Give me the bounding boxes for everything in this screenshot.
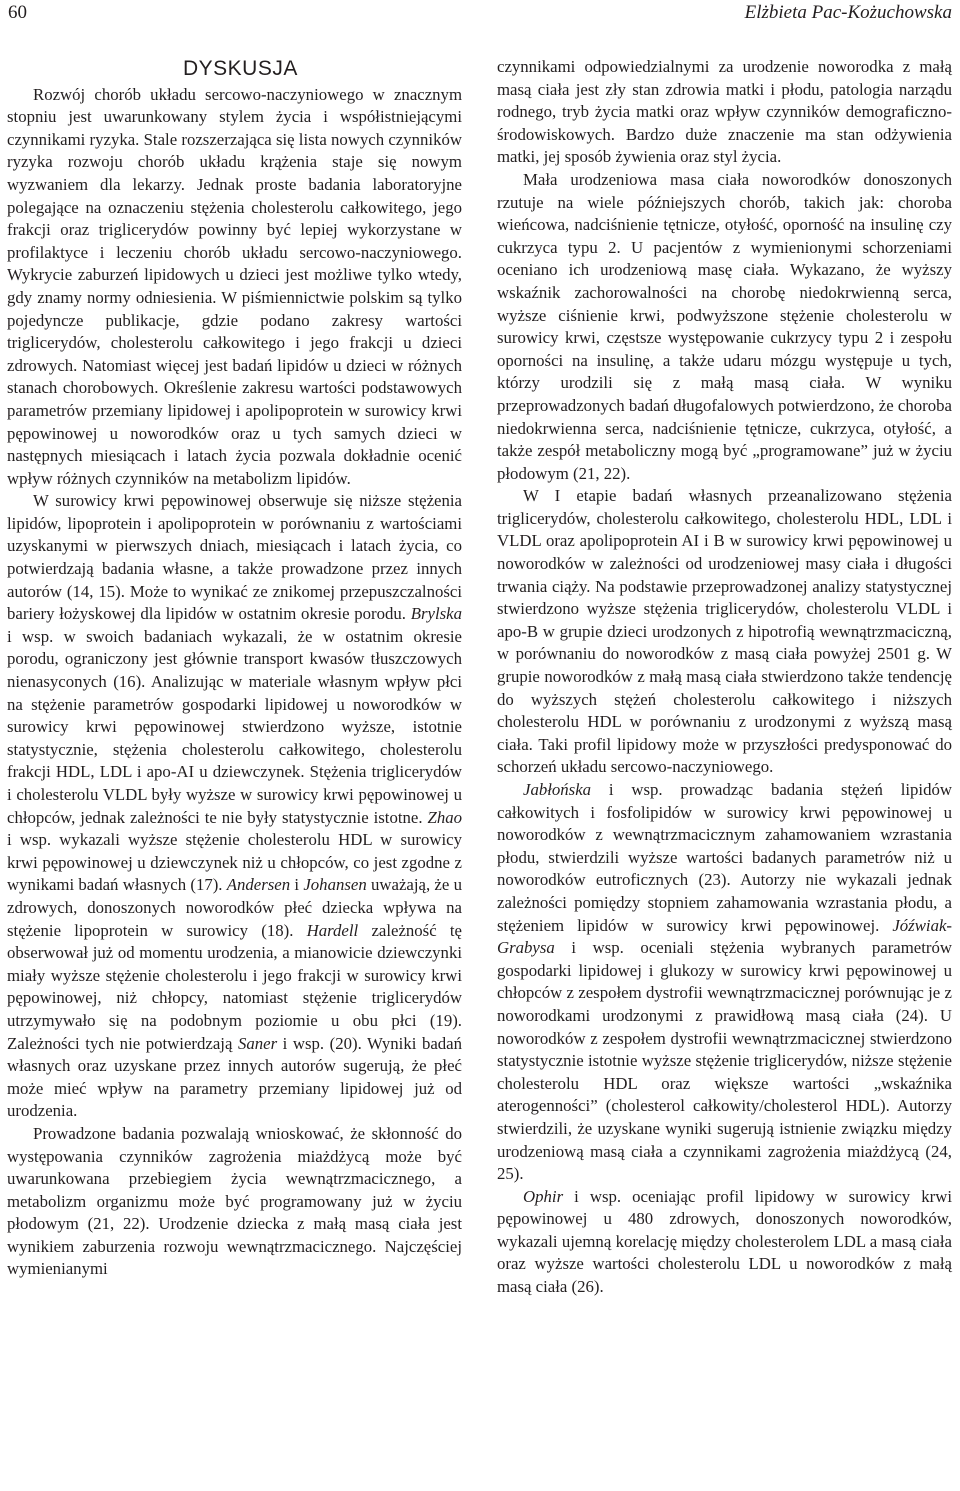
- paragraph: [497, 779, 952, 1186]
- author-citation: Hardell: [306, 920, 359, 940]
- left-column: [7, 58, 462, 1281]
- text-run: i wsp. (20). Wyniki badań własnych oraz uzyskane przez innych autorów sugerują, że płeć może mieć wpływ na parametry przemiany lipidowej już od urodzenia.: [7, 1033, 463, 1121]
- text-run: zależność tę obserwował już od momentu urodzenia, a mianowicie dziewczynki miały wyższe stężenie cholesterolu i jego frakcji w surowicy krwi pępowinowej, niż chłopcy, natomiast stężenie triglicerydów utrzymywało się na podobnym poziomie u obu płci (19). Zależności tych nie potwierdzają: [7, 920, 463, 1053]
- text-run: i wsp. w swoich badaniach wykazali, że w ostatnim okresie porodu, ograniczony jest głównie transport kwasów tłuszczowych nienasyconych (16). Analizując w materiale własnym wpływ płci na stężenie parametrów gospodarki lipidowej u noworodków w surowicy krwi pępowinowej stwierdzono wyższe, istotnie statystycznie, stężenia cholesterolu całkowitego, cholesterolu frakcji HDL, LDL i apo-AI u dziewczynek. Stężenia triglicerydów i cholesterolu VLDL były wyższe w surowicy krwi pępowinowej u chłopców, jednak zależności te nie były statystycznie istotne.: [7, 626, 462, 827]
- paragraph: czynnikami odpowiedzialnymi za urodzenie noworodka z małą masą ciała jest zły stan zdrowia matki i płodu, patologia narządu rodnego, tryb życia matki oraz wpływ czynników demograficzno-środowiskowych. Bardzo duże znaczenie ma stan odżywienia matki, jej sposób żywienia oraz styl życia.: [497, 57, 952, 167]
- author-citation: Zhao: [427, 807, 462, 827]
- author-citation: Johansen: [303, 875, 367, 895]
- text-run: i wsp. oceniali stężenia wybranych parametrów gospodarki lipidowej i glukozy w surowicy krwi pępowinowej u chłopców z zespołem dystrofii wewnątrzmacicznej porównując je z noworodkami urodzonymi z prawidłową masą ciała (24). U noworodków z zespołem dystrofii wewnątrzmacicznej stwierdzono statystycznie istotnie wyższe stężenie triglicerydów, niższe stężenie cholesterolu HDL oraz większe wartości „wskaźnika aterogenności” (cholesterol całkowity/cholesterol HDL). Autorzy stwierdzili, że uzyskane wyniki sugerują istnienie związku między urodzeniową masą ciała a czynnikami zagrożenia miażdżycą (24, 25).: [497, 938, 952, 1184]
- paragraph: Rozwój chorób układu sercowo-naczyniowego w znacznym stopniu jest uwarunkowany stylem życia i współistniejącymi czynnikami ryzyka. Stale rozszerzająca się lista nowych czynników ryzyka rozwoju chorób układu krążenia staje się nowym wyzwaniem dla lekarzy. Jednak proste badania laboratoryjne polegające na oznaczeniu stężenia cholesterolu całkowitego, jego frakcji oraz triglicerydów powinny być lepiej wykorzystane w profilaktyce i leczeniu chorób układu sercowo-naczyniowego. Wykrycie zaburzeń lipidowych u dzieci jest możliwe tylko wtedy, gdy znamy normy odniesienia. W piśmiennictwie polskim są tylko pojedyncze publikacje, gdzie podano zakresy wartości triglicerydów, cholesterolu całkowitego i jego frakcji u dzieci zdrowych. Natomiast więcej jest badań lipidów u dzieci w różnych stanach chorobowych. Określenie zakresu wartości podstawowych parametrów przemiany lipidowej i apolipoprotein w surowicy krwi pępowinowej u noworodków oraz u tych samych dzieci w następnych miesiącach i latach życia pozwala dokładnie ocenić wpływ różnych czynników na metabolizm lipidów.: [7, 84, 462, 488]
- running-header-author: Elżbieta Pac-Kożuchowska: [744, 2, 952, 23]
- text-run: i wsp. prowadząc badania stężeń lipidów całkowitych i fosfolipidów w surowicy krwi pępowinowej u noworodków z wewnątrzmacicznym zahamowaniem wzrastania płodu, stwierdzili wyższe wartości badanych parametrów niż u noworodków eutroficznych (23). Autorzy nie wykazali jednak zależności pomiędzy stopniem zahamowania wzrastania płodu, a stężeniem lipidów w surowicy krwi pępowinowej.: [497, 780, 952, 935]
- section-title: DYSKUSJA: [183, 57, 298, 80]
- author-citation: Jabłońska: [523, 780, 592, 799]
- right-column: [497, 56, 952, 1299]
- paragraph: [497, 1186, 952, 1299]
- paragraph: [7, 490, 462, 1123]
- paragraph: W I etapie badań własnych przeanalizowano stężenia triglicerydów, cholesterolu całkowitego, cholesterolu HDL, LDL i VLDL oraz apolipoprotein AI i B w surowicy krwi pępowinowej u noworodków w zależności od urodzeniowej masy ciała i długości trwania ciąży. Na podstawie przeprowadzonej analizy statystycznej stwierdzono wyższe stężenia triglicerydów, cholesterolu VLDL i apo-B w grupie dzieci urodzonych z hipotrofią wewnątrzmaciczną, w porównaniu do noworodków z masą ciała powyżej 2501 g. W grupie noworodków z małą masą ciała stwierdzono także tendencję do wyższych stężeń cholesterolu całkowitego i niższych cholesterolu HDL w porównaniu z urodzonymi z wyższą masą ciała. Taki profil lipidowy może w przyszłości predysponować do schorzeń układu sercowo-naczyniowego.: [497, 486, 952, 777]
- author-citation: Ophir: [523, 1186, 564, 1206]
- page-number: 60: [8, 2, 27, 23]
- text-run: uważają, że u zdrowych, donoszonych noworodków płeć dziecka wpływa na stężenie lipoprotein w surowicy (18).: [7, 875, 462, 940]
- paragraph: Mała urodzeniowa masa ciała noworodków donoszonych rzutuje na wiele późniejszych chorób, takich jak: choroba wieńcowa, nadciśnienie tętnicze, otyłość, oporność na insulinę czy cukrzyca typu 2. U pacjentów z wymienionymi schorzeniami oceniano ich urodzeniową masę ciała. Wykazano, że wyższy wskaźnik zachorowalności na chorobę niedokrwienną serca, wyższe ciśnienie krwi, podwyższone stężenie cholesterolu w surowicy krwi, częstsze występowanie cukrzycy typu 2 i zespołu oporności na insulinę, a także udaru mózgu występuje u tych, którzy urodzili się z małą masą ciała. W wyniku przeprowadzonych badań długofalowych potwierdzono, że choroba niedokrwienna serca, nadciśnienie tętnicze, cukrzyca, otyłość, a także zespół metaboliczny mogą być „programowane” już w życiu płodowym (21, 22).: [497, 169, 952, 483]
- paragraph: Prowadzone badania pozwalają wnioskować, że skłonność do występowania czynników zagrożenia miażdżycą może być uwarunkowana przebiegiem życia wewnątrzmacicznego, a metabolizm organizmu może być programowany już w życiu płodowym (21, 22). Urodzenie dziecka z małą masą ciała jest wynikiem zaburzenia rozwoju wewnątrzmacicznego. Najczęściej wymienianymi: [7, 1123, 462, 1279]
- author-citation: Saner: [237, 1033, 278, 1053]
- text-run: i: [290, 875, 304, 895]
- text-run: W surowicy krwi pępowinowej obserwuje się niższe stężenia lipidów, lipoprotein i apolipoprotein w porównaniu z wartościami uzyskanymi w pierwszych dniach, miesiącach i latach życia, co potwierdzają badania własne, a także prowadzone przez innych autorów (14, 15). Może to wynikać ze znikomej przepuszczalności bariery łożyskowej dla lipidów w ostatnim okresie porodu.: [7, 491, 462, 624]
- author-citation: Andersen: [226, 875, 291, 895]
- author-citation: Jóźwiak-Grabysa: [497, 915, 952, 958]
- author-citation: Brylska: [410, 604, 462, 624]
- text-run: i wsp. wykazali wyższe stężenie cholesterolu HDL w surowicy krwi pępowinowej u dziewczynek niż u chłopców, co jest zgodne z wynikami badań własnych (17).: [7, 830, 462, 895]
- text-run: i wsp. oceniając profil lipidowy w surowicy krwi pępowinowej u 480 zdrowych, donoszonych noworodków, wykazali ujemną korelację między cholesterolem LDL a masą ciała oraz wyższe wartości cholesterolu LDL u noworodków z małą masą ciała (26).: [497, 1186, 952, 1297]
